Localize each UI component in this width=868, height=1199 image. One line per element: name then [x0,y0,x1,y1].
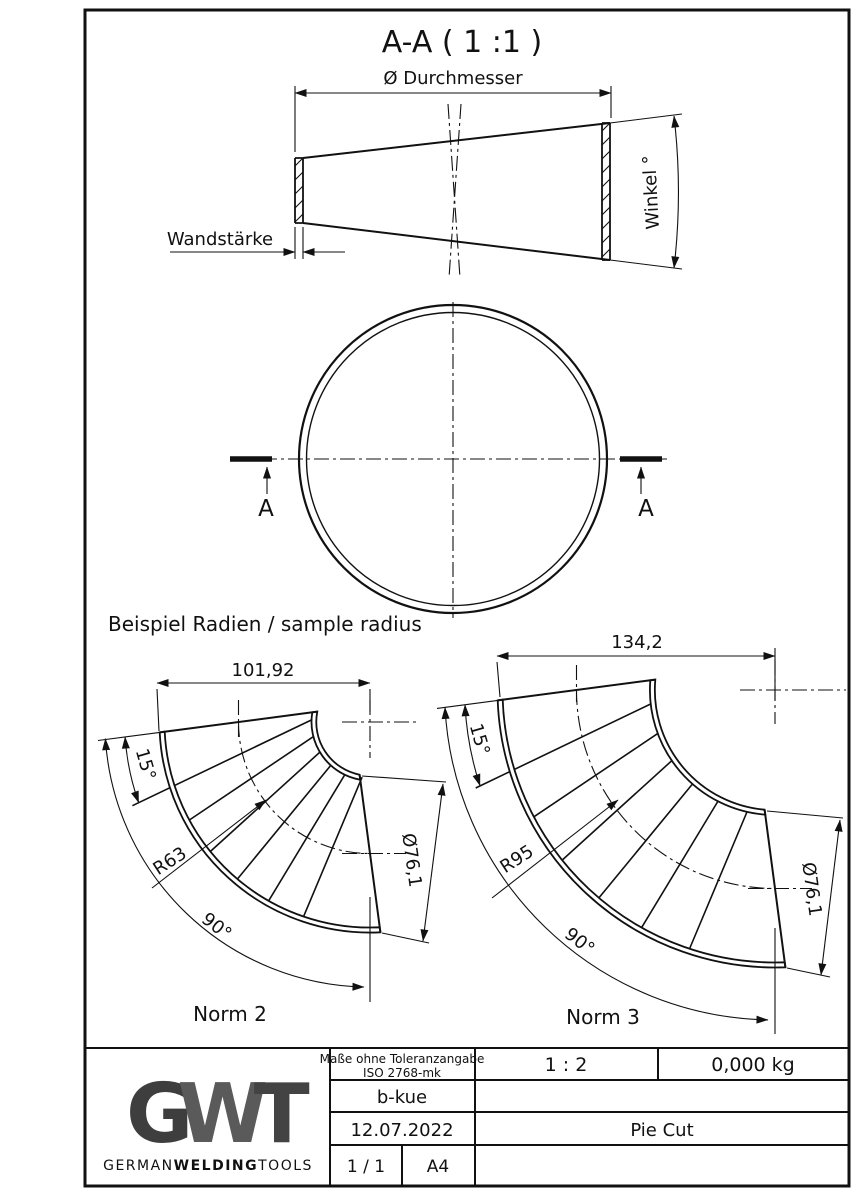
section-marker-left: A [258,496,274,522]
tolerance-note-line1: Maße ohne Toleranzangabe [319,1052,485,1066]
date-value: 12.07.2022 [350,1120,454,1141]
diameter-extension-lines [295,86,611,152]
left-wall-hatch [295,158,303,222]
brand-welding: WELDING [173,1158,259,1174]
brand-tools: TOOLS [258,1158,313,1174]
cone-centerlines [448,104,461,278]
logo-letter-g: G [126,1067,194,1162]
norm3-width-value: 134,2 [611,632,663,653]
samples-heading: Beispiel Radien / sample radius [108,612,422,636]
tolerance-note-line2: ISO 2768-mk [363,1066,441,1080]
norm2-diameter-value: Ø76,1 [397,831,426,889]
norm3-total-angle-arc [445,707,768,1020]
circle-centerlines [236,302,670,618]
norm2-width-extensions [157,689,370,731]
norm3-diameter-value: Ø76,1 [797,860,826,918]
norm3-outer-wall [498,700,786,968]
weight-value: 0,000 kg [711,1054,795,1076]
norm3-elbow [437,632,846,1034]
logo-letter-t: T [253,1067,310,1162]
norm2-center-crosshair [342,700,418,758]
norm2-width-value: 101,92 [231,660,295,681]
norm3-radius-leader [492,800,618,898]
norm3-radius-value: R95 [496,840,538,878]
title-block [85,1048,849,1186]
norm3-center-crosshair [740,660,846,724]
norm2-radius-value: R63 [149,842,191,880]
logo-brand-line [103,1158,313,1174]
norm3-label: Norm 3 [566,1005,640,1029]
norm3-segment-angle-value: 15° [464,721,494,758]
norm2-segment-angle-value: 15° [130,746,160,783]
norm3-bend-centerline [577,665,813,889]
norm3-face-extension [437,700,498,708]
brand-german: GERMAN [103,1158,174,1174]
norm2-outer-wall [160,732,381,933]
angle-label: Winkel ° [639,154,664,230]
logo-letter-w: W [177,1067,268,1162]
wall-thickness-extension-lines [295,227,303,259]
norm2-face-extension [98,732,160,740]
gwt-logo [103,1067,313,1174]
norm2-label: Norm 2 [193,1002,267,1026]
norm3-inner-wall [650,680,765,815]
section-marker-right: A [638,496,654,522]
section-title: A-A ( 1 :1 ) [381,25,543,60]
norm2-total-angle-value: 90° [197,908,236,945]
diameter-dimension-label: Ø Durchmesser [383,68,523,89]
paper-size: A4 [426,1157,450,1177]
sheet-number: 1 / 1 [346,1157,386,1177]
part-name: Pie Cut [630,1120,694,1141]
scale-value: 1 : 2 [544,1054,588,1076]
plan-view-circle [230,302,670,618]
norm2-elbow [98,660,446,1026]
norm3-total-angle-value: 90° [560,923,599,960]
wall-thickness-label: Wandstärke [166,229,274,250]
logo-letters [126,1067,310,1162]
section-view-cone [167,25,682,278]
norm2-radius-leader [152,800,266,888]
norm2-diameter-dimension [423,784,443,941]
angle-dimension-arc [674,116,678,268]
cone-outline [303,123,610,260]
right-wall-hatch [602,123,610,257]
author-value: b-kue [376,1087,428,1108]
